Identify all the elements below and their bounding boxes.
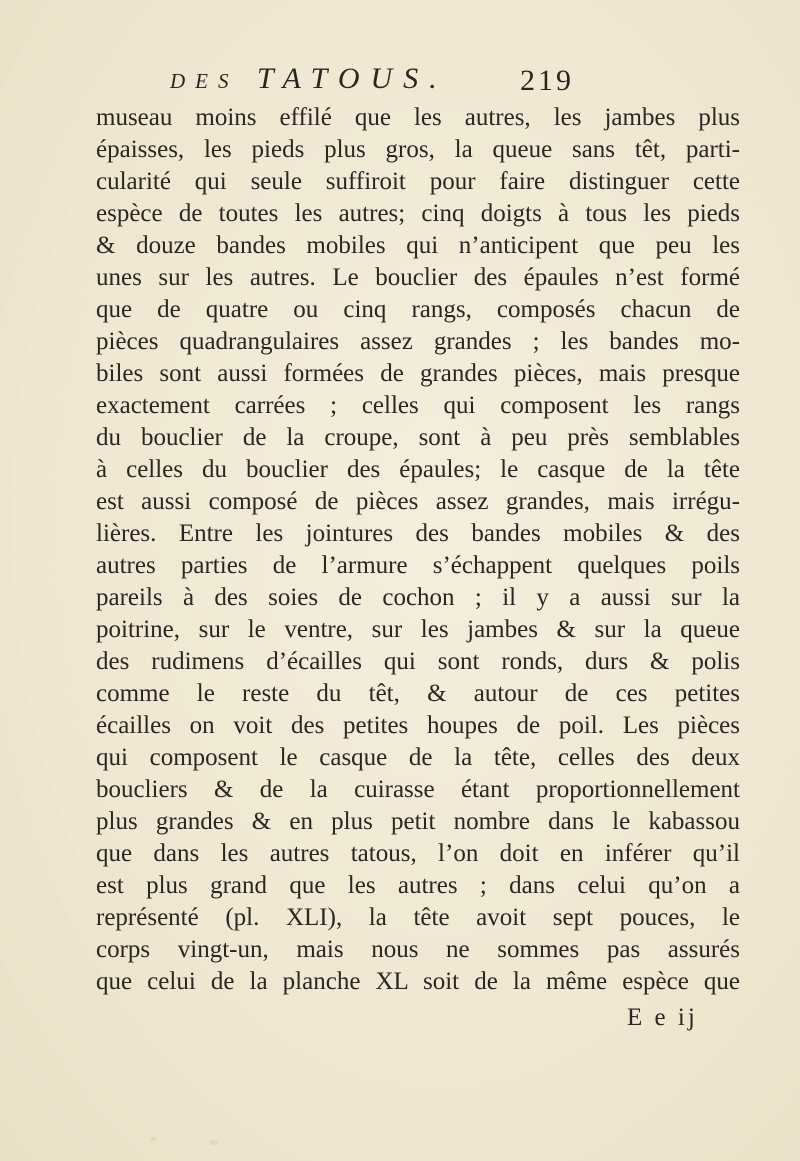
text-line: épaisses, les pieds plus gros, la queue sans têt, parti- <box>96 136 740 163</box>
text-line: boucliers & de la cuirasse étant proportionnellement <box>96 776 740 803</box>
paper-stain <box>210 1140 218 1145</box>
text-line: que de quatre ou cinq rangs, composés chacun de <box>96 296 740 323</box>
text-line: exactement carrées ; celles qui composent les rangs <box>96 392 740 419</box>
text-line: pareils à des soies de cochon ; il y a aussi sur la <box>96 584 740 611</box>
text-line: que celui de la planche XL soit de la même espèce que <box>96 968 740 995</box>
text-line: représenté (pl. XLI), la tête avoit sept pouces, le <box>96 904 740 931</box>
text-line: à celles du bouclier des épaules; le casque de la tête <box>96 456 740 483</box>
text-line: est aussi composé de pièces assez grandes, mais irrégu- <box>96 488 740 515</box>
text-line: pièces quadrangulaires assez grandes ; les bandes mo- <box>96 328 740 355</box>
body-text <box>96 102 740 998</box>
text-line: écailles on voit des petites houpes de poil. Les pièces <box>96 712 740 739</box>
text-line: des rudimens d’écailles qui sont ronds, durs & polis <box>96 648 740 675</box>
text-line: corps vingt-un, mais nous ne sommes pas assurés <box>96 936 740 963</box>
text-line: est plus grand que les autres ; dans celui qu’on a <box>96 872 740 899</box>
signature-mark: E e ij <box>627 1004 698 1031</box>
text-line: plus grandes & en plus petit nombre dans le kabassou <box>96 808 740 835</box>
text-line: qui composent le casque de la tête, celles des deux <box>96 744 740 771</box>
text-line: autres parties de l’armure s’échappent quelques poils <box>96 552 740 579</box>
text-line: biles sont aussi formées de grandes pièces, mais presque <box>96 360 740 387</box>
page-number: 219 <box>520 64 574 97</box>
text-line: unes sur les autres. Le bouclier des épaules n’est formé <box>96 264 740 291</box>
running-head-title: TATOUS. <box>257 62 448 95</box>
text-line: & douze bandes mobiles qui n’anticipent que peu les <box>96 232 740 259</box>
text-line: lières. Entre les jointures des bandes mobiles & des <box>96 520 740 547</box>
running-head-prefix: DES <box>170 69 239 93</box>
text-line: cularité qui seule suffiroit pour faire distinguer cette <box>96 168 740 195</box>
text-line: comme le reste du têt, & autour de ces petites <box>96 680 740 707</box>
text-line: du bouclier de la croupe, sont à peu près semblables <box>96 424 740 451</box>
text-line: poitrine, sur le ventre, sur les jambes & sur la queue <box>96 616 740 643</box>
paper-stain <box>150 1137 156 1141</box>
text-line: espèce de toutes les autres; cinq doigts à tous les pieds <box>96 200 740 227</box>
text-line: que dans les autres tatous, l’on doit en inférer qu’il <box>96 840 740 867</box>
text-line: museau moins effilé que les autres, les jambes plus <box>96 104 740 131</box>
